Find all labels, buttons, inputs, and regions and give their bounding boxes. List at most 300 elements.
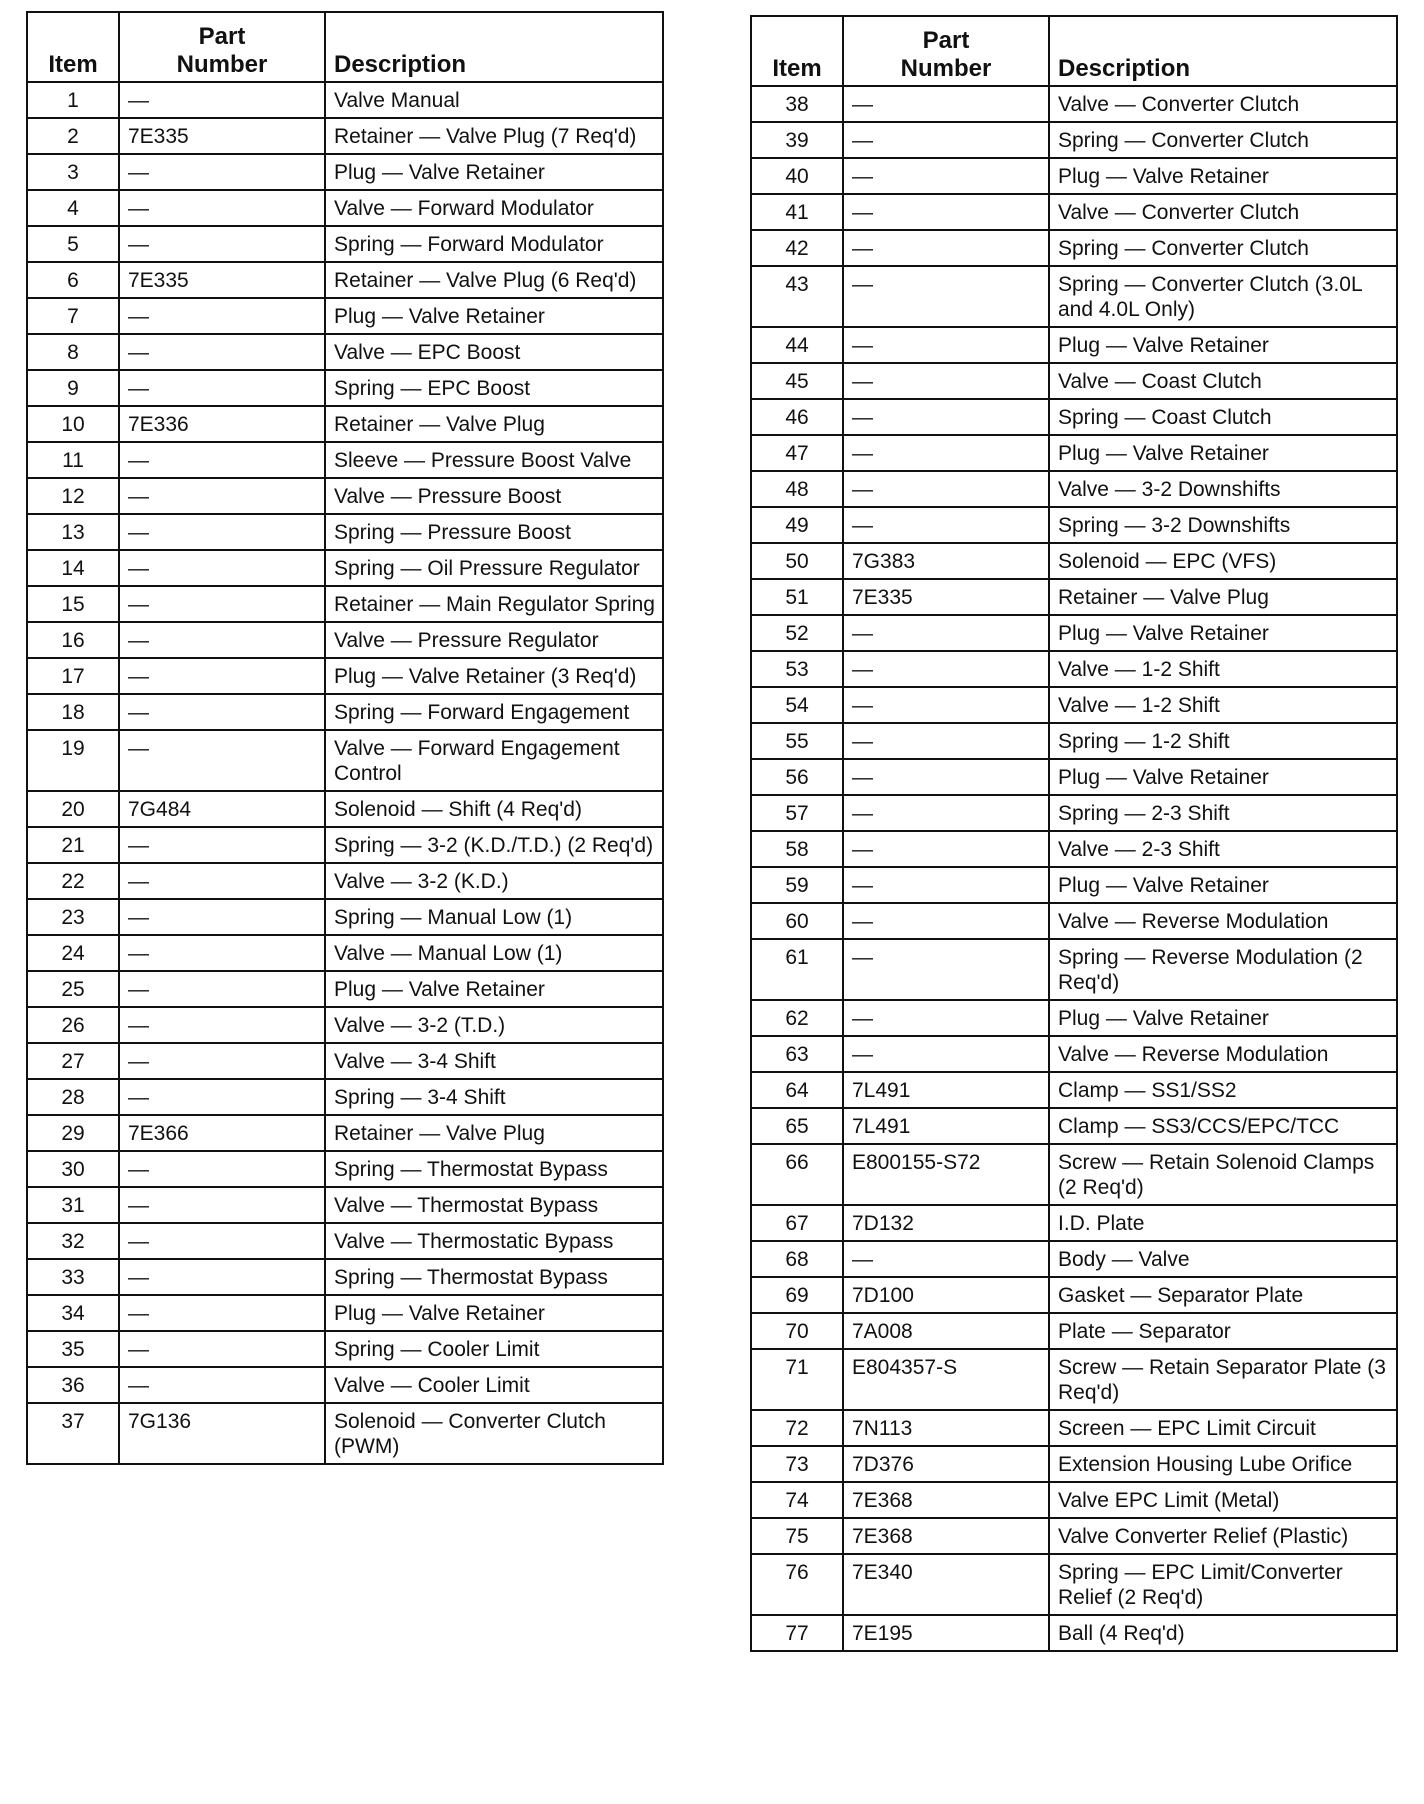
- table-row: [751, 1313, 1397, 1349]
- part-number-cell: 7E340: [843, 1554, 1049, 1615]
- item-number-cell: 68: [751, 1241, 843, 1277]
- item-number-cell: 52: [751, 615, 843, 651]
- column-header-item: Item: [751, 16, 843, 86]
- table-row: [751, 399, 1397, 435]
- item-number-cell: 23: [27, 899, 119, 935]
- part-number-cell: 7E368: [843, 1518, 1049, 1554]
- description-cell: Spring — Forward Modulator: [325, 226, 663, 262]
- part-number-cell: —: [119, 1187, 325, 1223]
- item-number-cell: 48: [751, 471, 843, 507]
- part-number-cell: —: [843, 651, 1049, 687]
- part-number-cell: 7E368: [843, 1482, 1049, 1518]
- table-row: [27, 1187, 663, 1223]
- description-cell: Retainer — Valve Plug: [1049, 579, 1397, 615]
- item-number-cell: 4: [27, 190, 119, 226]
- description-cell: Sleeve — Pressure Boost Valve: [325, 442, 663, 478]
- item-number-cell: 32: [27, 1223, 119, 1259]
- item-number-cell: 64: [751, 1072, 843, 1108]
- item-number-cell: 27: [27, 1043, 119, 1079]
- description-cell: Valve — 1-2 Shift: [1049, 687, 1397, 723]
- description-cell: Plug — Valve Retainer: [1049, 158, 1397, 194]
- part-number-cell: —: [119, 154, 325, 190]
- description-cell: Solenoid — EPC (VFS): [1049, 543, 1397, 579]
- table-row: [751, 543, 1397, 579]
- item-number-cell: 37: [27, 1403, 119, 1464]
- table-row: [751, 939, 1397, 1000]
- table-row: [751, 579, 1397, 615]
- item-number-cell: 29: [27, 1115, 119, 1151]
- part-number-cell: —: [843, 86, 1049, 122]
- item-number-cell: 50: [751, 543, 843, 579]
- table-row: [751, 1072, 1397, 1108]
- description-cell: Valve — Coast Clutch: [1049, 363, 1397, 399]
- item-number-cell: 13: [27, 514, 119, 550]
- item-number-cell: 22: [27, 863, 119, 899]
- table-row: [751, 1482, 1397, 1518]
- part-number-cell: 7E366: [119, 1115, 325, 1151]
- item-number-cell: 58: [751, 831, 843, 867]
- table-row: [27, 863, 663, 899]
- item-number-cell: 12: [27, 478, 119, 514]
- table-row: [751, 327, 1397, 363]
- description-cell: Spring — 2-3 Shift: [1049, 795, 1397, 831]
- description-cell: Plug — Valve Retainer: [1049, 867, 1397, 903]
- table-header-row: [751, 16, 1397, 86]
- part-number-cell: —: [843, 230, 1049, 266]
- description-cell: Valve — Pressure Regulator: [325, 622, 663, 658]
- table-row: [751, 831, 1397, 867]
- table-row: [751, 651, 1397, 687]
- table-body-right: [751, 86, 1397, 1651]
- item-number-cell: 73: [751, 1446, 843, 1482]
- column-header-part-number: Part Number: [119, 12, 325, 82]
- item-number-cell: 6: [27, 262, 119, 298]
- description-cell: Valve — 1-2 Shift: [1049, 651, 1397, 687]
- table-row: [751, 1205, 1397, 1241]
- item-number-cell: 19: [27, 730, 119, 791]
- description-cell: Spring — Forward Engagement: [325, 694, 663, 730]
- item-number-cell: 43: [751, 266, 843, 327]
- description-cell: Valve — EPC Boost: [325, 334, 663, 370]
- item-number-cell: 70: [751, 1313, 843, 1349]
- item-number-cell: 2: [27, 118, 119, 154]
- table-row: [751, 471, 1397, 507]
- table-row: [751, 1000, 1397, 1036]
- part-number-cell: 7E335: [119, 118, 325, 154]
- table-row: [27, 262, 663, 298]
- item-number-cell: 66: [751, 1144, 843, 1205]
- part-number-cell: —: [843, 158, 1049, 194]
- description-cell: Valve Manual: [325, 82, 663, 118]
- part-number-cell: 7E335: [119, 262, 325, 298]
- item-number-cell: 67: [751, 1205, 843, 1241]
- table-row: [751, 723, 1397, 759]
- item-number-cell: 5: [27, 226, 119, 262]
- item-number-cell: 46: [751, 399, 843, 435]
- description-cell: Plug — Valve Retainer: [1049, 435, 1397, 471]
- description-cell: Retainer — Valve Plug: [325, 1115, 663, 1151]
- part-number-cell: —: [119, 550, 325, 586]
- table-row: [27, 1115, 663, 1151]
- description-cell: Valve EPC Limit (Metal): [1049, 1482, 1397, 1518]
- description-cell: Valve — Forward Modulator: [325, 190, 663, 226]
- part-number-cell: —: [843, 399, 1049, 435]
- table-row: [27, 1007, 663, 1043]
- item-number-cell: 20: [27, 791, 119, 827]
- table-row: [751, 1554, 1397, 1615]
- description-cell: Valve — Forward Engagement Control: [325, 730, 663, 791]
- item-number-cell: 69: [751, 1277, 843, 1313]
- table-row: [27, 827, 663, 863]
- part-number-cell: —: [119, 334, 325, 370]
- column-header-description: Description: [1049, 16, 1397, 86]
- table-row: [751, 1144, 1397, 1205]
- part-number-cell: —: [119, 1367, 325, 1403]
- column-header-description: Description: [325, 12, 663, 82]
- column-header-part-number: Part Number: [843, 16, 1049, 86]
- table-row: [27, 791, 663, 827]
- part-number-cell: 7E195: [843, 1615, 1049, 1651]
- part-number-cell: —: [843, 507, 1049, 543]
- part-number-cell: 7D132: [843, 1205, 1049, 1241]
- description-cell: Gasket — Separator Plate: [1049, 1277, 1397, 1313]
- part-number-cell: —: [843, 435, 1049, 471]
- description-cell: Valve — Reverse Modulation: [1049, 903, 1397, 939]
- description-cell: Solenoid — Shift (4 Req'd): [325, 791, 663, 827]
- part-number-cell: —: [119, 935, 325, 971]
- table-row: [27, 1223, 663, 1259]
- table-row: [751, 1518, 1397, 1554]
- item-number-cell: 47: [751, 435, 843, 471]
- item-number-cell: 33: [27, 1259, 119, 1295]
- description-cell: Valve — Converter Clutch: [1049, 86, 1397, 122]
- table-row: [27, 1151, 663, 1187]
- part-number-cell: —: [119, 1331, 325, 1367]
- part-number-cell: —: [119, 1079, 325, 1115]
- table-row: [751, 1277, 1397, 1313]
- table-row: [27, 190, 663, 226]
- description-cell: Spring — Manual Low (1): [325, 899, 663, 935]
- table-row: [27, 1367, 663, 1403]
- table-body-left: [27, 82, 663, 1464]
- part-number-cell: —: [119, 1223, 325, 1259]
- description-cell: Plug — Valve Retainer: [1049, 327, 1397, 363]
- part-number-cell: —: [119, 730, 325, 791]
- description-cell: Clamp — SS3/CCS/EPC/TCC: [1049, 1108, 1397, 1144]
- item-number-cell: 16: [27, 622, 119, 658]
- part-number-cell: —: [119, 442, 325, 478]
- description-cell: Clamp — SS1/SS2: [1049, 1072, 1397, 1108]
- description-cell: Spring — EPC Limit/Converter Relief (2 Req'd): [1049, 1554, 1397, 1615]
- table-row: [751, 266, 1397, 327]
- item-number-cell: 17: [27, 658, 119, 694]
- item-number-cell: 38: [751, 86, 843, 122]
- parts-table-left: [26, 11, 664, 1465]
- description-cell: Plug — Valve Retainer: [325, 154, 663, 190]
- description-cell: Valve — Manual Low (1): [325, 935, 663, 971]
- part-number-cell: 7D100: [843, 1277, 1049, 1313]
- part-number-cell: 7A008: [843, 1313, 1049, 1349]
- table-row: [751, 230, 1397, 266]
- description-cell: Valve — 2-3 Shift: [1049, 831, 1397, 867]
- item-number-cell: 65: [751, 1108, 843, 1144]
- table-row: [27, 1331, 663, 1367]
- table-row: [27, 442, 663, 478]
- item-number-cell: 3: [27, 154, 119, 190]
- description-cell: Valve — Pressure Boost: [325, 478, 663, 514]
- description-cell: Plug — Valve Retainer: [1049, 1000, 1397, 1036]
- description-cell: Plug — Valve Retainer: [325, 971, 663, 1007]
- description-cell: Valve — Thermostat Bypass: [325, 1187, 663, 1223]
- part-number-cell: —: [119, 586, 325, 622]
- table-row: [27, 622, 663, 658]
- table-row: [27, 82, 663, 118]
- description-cell: Spring — 1-2 Shift: [1049, 723, 1397, 759]
- table-row: [27, 154, 663, 190]
- description-cell: Spring — Cooler Limit: [325, 1331, 663, 1367]
- item-number-cell: 11: [27, 442, 119, 478]
- parts-table-right: [750, 15, 1398, 1652]
- part-number-cell: —: [843, 1241, 1049, 1277]
- part-number-cell: —: [119, 226, 325, 262]
- item-number-cell: 76: [751, 1554, 843, 1615]
- table-row: [27, 899, 663, 935]
- part-number-cell: —: [119, 1007, 325, 1043]
- item-number-cell: 1: [27, 82, 119, 118]
- table-row: [27, 730, 663, 791]
- part-number-cell: —: [119, 622, 325, 658]
- item-number-cell: 55: [751, 723, 843, 759]
- description-cell: Spring — Converter Clutch: [1049, 122, 1397, 158]
- part-number-cell: E804357-S: [843, 1349, 1049, 1410]
- part-number-cell: —: [119, 298, 325, 334]
- part-number-cell: —: [843, 759, 1049, 795]
- table-row: [27, 694, 663, 730]
- item-number-cell: 15: [27, 586, 119, 622]
- description-cell: Valve — 3-2 (T.D.): [325, 1007, 663, 1043]
- part-number-cell: —: [843, 867, 1049, 903]
- item-number-cell: 61: [751, 939, 843, 1000]
- description-cell: Retainer — Valve Plug (6 Req'd): [325, 262, 663, 298]
- item-number-cell: 8: [27, 334, 119, 370]
- part-number-cell: —: [119, 658, 325, 694]
- part-number-cell: —: [119, 1043, 325, 1079]
- part-number-cell: 7D376: [843, 1446, 1049, 1482]
- table-row: [27, 226, 663, 262]
- part-number-cell: —: [119, 827, 325, 863]
- item-number-cell: 34: [27, 1295, 119, 1331]
- item-number-cell: 41: [751, 194, 843, 230]
- item-number-cell: 26: [27, 1007, 119, 1043]
- item-number-cell: 72: [751, 1410, 843, 1446]
- table-row: [751, 903, 1397, 939]
- item-number-cell: 51: [751, 579, 843, 615]
- table-row: [751, 1349, 1397, 1410]
- part-number-cell: —: [843, 1036, 1049, 1072]
- table-row: [751, 615, 1397, 651]
- part-number-cell: —: [843, 266, 1049, 327]
- part-number-cell: 7G136: [119, 1403, 325, 1464]
- item-number-cell: 36: [27, 1367, 119, 1403]
- item-number-cell: 35: [27, 1331, 119, 1367]
- part-number-cell: —: [119, 694, 325, 730]
- table-row: [751, 122, 1397, 158]
- part-number-cell: —: [119, 82, 325, 118]
- table-row: [751, 1108, 1397, 1144]
- item-number-cell: 49: [751, 507, 843, 543]
- description-cell: Spring — Pressure Boost: [325, 514, 663, 550]
- table-row: [751, 158, 1397, 194]
- table-row: [27, 334, 663, 370]
- part-number-cell: —: [843, 471, 1049, 507]
- part-number-cell: 7E336: [119, 406, 325, 442]
- description-cell: Spring — 3-2 Downshifts: [1049, 507, 1397, 543]
- item-number-cell: 30: [27, 1151, 119, 1187]
- description-cell: Screw — Retain Separator Plate (3 Req'd): [1049, 1349, 1397, 1410]
- description-cell: Solenoid — Converter Clutch (PWM): [325, 1403, 663, 1464]
- item-number-cell: 28: [27, 1079, 119, 1115]
- table-row: [27, 298, 663, 334]
- description-cell: Spring — Converter Clutch (3.0L and 4.0L Only): [1049, 266, 1397, 327]
- description-cell: Valve — 3-4 Shift: [325, 1043, 663, 1079]
- part-number-cell: —: [843, 831, 1049, 867]
- table-row: [751, 363, 1397, 399]
- description-cell: Valve Converter Relief (Plastic): [1049, 1518, 1397, 1554]
- item-number-cell: 74: [751, 1482, 843, 1518]
- description-cell: Spring — Coast Clutch: [1049, 399, 1397, 435]
- description-cell: Screw — Retain Solenoid Clamps (2 Req'd): [1049, 1144, 1397, 1205]
- table-row: [751, 687, 1397, 723]
- description-cell: Extension Housing Lube Orifice: [1049, 1446, 1397, 1482]
- part-number-cell: —: [119, 1151, 325, 1187]
- item-number-cell: 25: [27, 971, 119, 1007]
- part-number-cell: —: [843, 615, 1049, 651]
- description-cell: Retainer — Main Regulator Spring: [325, 586, 663, 622]
- part-number-cell: 7G383: [843, 543, 1049, 579]
- table-row: [751, 507, 1397, 543]
- item-number-cell: 24: [27, 935, 119, 971]
- table-row: [27, 1043, 663, 1079]
- table-row: [751, 1036, 1397, 1072]
- description-cell: Spring — Thermostat Bypass: [325, 1259, 663, 1295]
- table-row: [751, 1615, 1397, 1651]
- item-number-cell: 59: [751, 867, 843, 903]
- table-row: [751, 795, 1397, 831]
- part-number-cell: —: [119, 1259, 325, 1295]
- description-cell: Spring — EPC Boost: [325, 370, 663, 406]
- description-cell: Retainer — Valve Plug (7 Req'd): [325, 118, 663, 154]
- table-header-row: [27, 12, 663, 82]
- table-row: [751, 759, 1397, 795]
- table-row: [27, 971, 663, 1007]
- description-cell: Spring — Thermostat Bypass: [325, 1151, 663, 1187]
- table-row: [27, 1295, 663, 1331]
- description-cell: Spring — 3-4 Shift: [325, 1079, 663, 1115]
- table-row: [751, 1241, 1397, 1277]
- description-cell: Plug — Valve Retainer: [1049, 759, 1397, 795]
- part-number-cell: —: [843, 939, 1049, 1000]
- table-row: [751, 867, 1397, 903]
- item-number-cell: 14: [27, 550, 119, 586]
- column-header-item: Item: [27, 12, 119, 82]
- part-number-cell: E800155-S72: [843, 1144, 1049, 1205]
- description-cell: Spring — Converter Clutch: [1049, 230, 1397, 266]
- table-row: [27, 406, 663, 442]
- part-number-cell: —: [843, 363, 1049, 399]
- description-cell: Retainer — Valve Plug: [325, 406, 663, 442]
- part-number-cell: —: [119, 863, 325, 899]
- description-cell: Plug — Valve Retainer: [325, 298, 663, 334]
- description-cell: Plug — Valve Retainer: [325, 1295, 663, 1331]
- part-number-cell: —: [843, 1000, 1049, 1036]
- part-number-cell: —: [119, 190, 325, 226]
- part-number-cell: 7L491: [843, 1108, 1049, 1144]
- part-number-cell: —: [119, 370, 325, 406]
- item-number-cell: 60: [751, 903, 843, 939]
- part-number-cell: 7L491: [843, 1072, 1049, 1108]
- part-number-cell: —: [843, 687, 1049, 723]
- description-cell: Body — Valve: [1049, 1241, 1397, 1277]
- table-row: [27, 1259, 663, 1295]
- part-number-cell: 7E335: [843, 579, 1049, 615]
- item-number-cell: 31: [27, 1187, 119, 1223]
- part-number-cell: 7G484: [119, 791, 325, 827]
- description-cell: Valve — 3-2 (K.D.): [325, 863, 663, 899]
- item-number-cell: 10: [27, 406, 119, 442]
- item-number-cell: 21: [27, 827, 119, 863]
- description-cell: Valve — 3-2 Downshifts: [1049, 471, 1397, 507]
- part-number-cell: 7N113: [843, 1410, 1049, 1446]
- description-cell: Valve — Cooler Limit: [325, 1367, 663, 1403]
- description-cell: Plate — Separator: [1049, 1313, 1397, 1349]
- item-number-cell: 57: [751, 795, 843, 831]
- description-cell: Valve — Converter Clutch: [1049, 194, 1397, 230]
- description-cell: Spring — 3-2 (K.D./T.D.) (2 Req'd): [325, 827, 663, 863]
- table-row: [27, 478, 663, 514]
- table-row: [27, 1403, 663, 1464]
- item-number-cell: 54: [751, 687, 843, 723]
- description-cell: Plug — Valve Retainer: [1049, 615, 1397, 651]
- part-number-cell: —: [119, 478, 325, 514]
- table-row: [27, 118, 663, 154]
- table-row: [27, 1079, 663, 1115]
- item-number-cell: 40: [751, 158, 843, 194]
- description-cell: Screen — EPC Limit Circuit: [1049, 1410, 1397, 1446]
- part-number-cell: —: [843, 122, 1049, 158]
- part-number-cell: —: [843, 903, 1049, 939]
- item-number-cell: 9: [27, 370, 119, 406]
- part-number-cell: —: [119, 971, 325, 1007]
- table-row: [27, 658, 663, 694]
- table-row: [751, 1410, 1397, 1446]
- item-number-cell: 71: [751, 1349, 843, 1410]
- description-cell: Plug — Valve Retainer (3 Req'd): [325, 658, 663, 694]
- part-number-cell: —: [843, 327, 1049, 363]
- item-number-cell: 63: [751, 1036, 843, 1072]
- part-number-cell: —: [119, 1295, 325, 1331]
- description-cell: Valve — Reverse Modulation: [1049, 1036, 1397, 1072]
- item-number-cell: 7: [27, 298, 119, 334]
- item-number-cell: 56: [751, 759, 843, 795]
- table-row: [27, 514, 663, 550]
- item-number-cell: 42: [751, 230, 843, 266]
- part-number-cell: —: [843, 795, 1049, 831]
- part-number-cell: —: [119, 514, 325, 550]
- item-number-cell: 53: [751, 651, 843, 687]
- description-cell: Spring — Reverse Modulation (2 Req'd): [1049, 939, 1397, 1000]
- table-row: [27, 550, 663, 586]
- table-row: [27, 370, 663, 406]
